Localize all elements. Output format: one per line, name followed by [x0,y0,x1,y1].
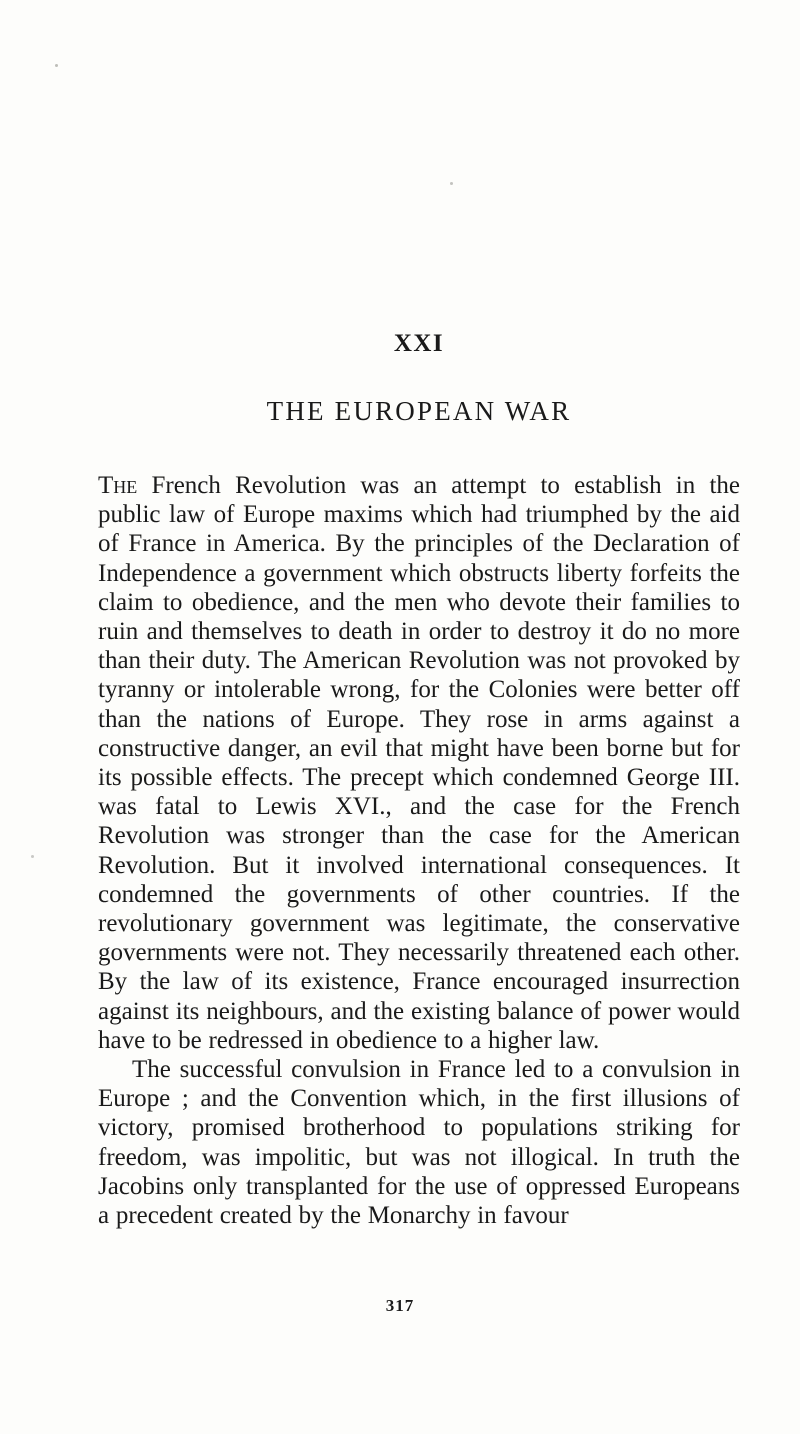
paragraph [98,1055,740,1230]
paragraph [98,471,740,1055]
text-column [98,330,740,1230]
page-number: 317 [385,1296,415,1315]
chapter-title: THE EUROPEAN WAR [266,396,572,426]
scan-speck-icon [450,182,453,185]
paragraph-text: The successful convulsion in France led to a convulsion in Europe ; and the Convention which, in the first illusions of victory, promised brotherhood to populations striking for freedom, was impolitic, but was not illogical. In truth the Jacobins only transplanted for the use of oppressed Europeans a precedent created by the Monarchy in favour [98,1056,740,1230]
scan-speck-icon [55,64,58,67]
scan-speck-icon [31,855,34,858]
paragraph-text: French Revolution was an attempt to establish in the public law of Europe maxims which had triumphed by the aid of France in America. By the principles of the Declaration of Independence a government which obstructs liberty forfeits the claim to obedience, and the men who devote their families to ruin and themselves to death in order to destroy it do no more than their duty. The American Revolution was not provoked by tyranny or intolerable wrong, for the Colonies were better off than the nations of Europe. They rose in arms against a constructive danger, an evil that might have been borne but for its possible effects. The precept which condemned George III. was fatal to Lewis XVI., and the case for the French Revolution was stronger than the case for the American Revolution. But it involved international consequences. It condemned the governments of other countries. If the revolutionary government was legitimate, the conservative governments were not. They necessarily threatened each other. By the law of its existence, France encouraged insurrection against its neighbours, and the existing balance of power would have to be redressed in obedience to a higher law. [98,472,740,1054]
chapter-number: XXI [393,330,445,357]
paragraph-lead-smallcaps: The [98,472,138,499]
